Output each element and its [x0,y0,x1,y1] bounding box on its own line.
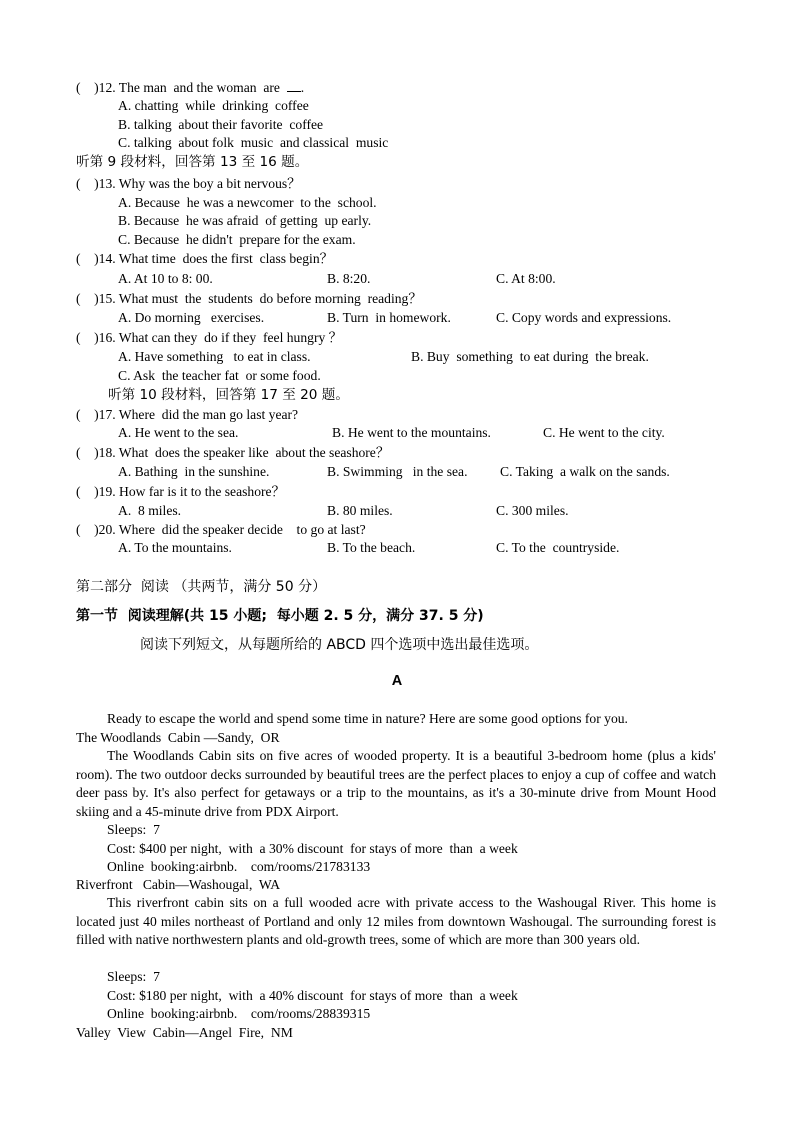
q16-option-b: B. Buy something to eat during the break. [411,349,649,364]
q18-option-c: C. Taking a walk on the sands. [500,464,670,479]
q20-option-b: B. To the beach. [327,540,416,555]
q16-option-a: A. Have something to eat in class. [118,349,311,364]
q12-option-c: C. talking about folk music and classical music [118,135,389,150]
section-1-heading: 第一节 阅读理解(共 15 小题; 每小题 2. 5 分，满分 37. 5 分) [76,608,484,624]
cabin-1-sleeps: Sleeps: 7 [107,822,160,837]
q14-option-c: C. At 8:00. [496,271,556,286]
q19-option-b: B. 80 miles. [327,503,393,518]
q20-option-c: C. To the countryside. [496,540,620,555]
cabin-2-title: Riverfront Cabin—Washougal, WA [76,877,281,892]
q17-option-c: C. He went to the city. [543,425,665,440]
passage-letter: A [391,673,403,689]
cabin-1-title: The Woodlands Cabin —Sandy, OR [76,730,280,745]
q15-option-c: C. Copy words and expressions. [496,310,672,325]
cabin-3-title: Valley View Cabin—Angel Fire, NM [76,1025,293,1040]
question-16: ( )16. What can they do if they feel hungry ？ [76,330,343,345]
question-13: ( )13. Why was the boy a bit nervous？ [76,176,301,191]
q16-option-c: C. Ask the teacher fat or some food. [118,368,321,383]
question-19: ( )19. How far is it to the seashore？ [76,484,286,499]
q19-option-a: A. 8 miles. [118,503,182,518]
passage-intro: Ready to escape the world and spend some time in nature? Here are some good options for you. [107,711,628,726]
question-12: ( )12. The man and the woman are . [76,80,305,95]
q15-option-a: A. Do morning exercises. [118,310,265,325]
q19-option-c: C. 300 miles. [496,503,569,518]
question-15: ( )15. What must the students do before morning reading？ [76,291,422,306]
part-2-heading: 第二部分 阅读 （共两节，满分 50 分） [76,579,327,595]
question-18: ( )18. What does the speaker like about the seashore？ [76,445,390,460]
q20-option-a: A. To the mountains. [118,540,232,555]
q12-option-a: A. chatting while drinking coffee [118,98,309,113]
cabin-1-booking: Online booking:airbnb. com/rooms/21783133 [107,859,371,874]
question-20: ( )20. Where did the speaker decide to go at last? [76,522,366,537]
cabin-2-sleeps: Sleeps: 7 [107,969,160,984]
section-9-heading: 听第 9 段材料，回答第 13 至 16 题。 [76,154,309,170]
answer-blank [287,80,301,92]
q17-option-a: A. He went to the sea. [118,425,239,440]
reading-instruction: 阅读下列短文，从每题所给的 ABCD 四个选项中选出最佳选项。 [140,637,539,653]
q18-option-b: B. Swimming in the sea. [327,464,468,479]
cabin-2-booking: Online booking:airbnb. com/rooms/28839315 [107,1006,371,1021]
q13-option-b: B. Because he was afraid of getting up early. [118,213,372,228]
q14-option-a: A. At 10 to 8: 00. [118,271,213,286]
question-17: ( )17. Where did the man go last year? [76,407,299,422]
section-10-heading: 听第 10 段材料，回答第 17 至 20 题。 [108,387,349,403]
cabin-1-cost: Cost: $400 per night, with a 30% discount for stays of more than a week [107,841,518,856]
question-14: ( )14. What time does the first class begin？ [76,251,334,266]
cabin-2-cost: Cost: $180 per night, with a 40% discount for stays of more than a week [107,988,518,1003]
q15-option-b: B. Turn in homework. [327,310,451,325]
q13-option-c: C. Because he didn't prepare for the exam. [118,232,356,247]
q17-option-b: B. He went to the mountains. [332,425,491,440]
q13-option-a: A. Because he was a newcomer to the school. [118,195,377,210]
q18-option-a: A. Bathing in the sunshine. [118,464,270,479]
q12-option-b: B. talking about their favorite coffee [118,117,324,132]
cabin-2-description: This riverfront cabin sits on a full wooded acre with private access to the Washougal River. This home is located just 40 miles northeast of Portland and only 12 miles from downtown Washougal. The surrounding forest is filled with native northwestern plants and old-growth trees, some of which are more than 300 years old. [76,895,716,948]
q14-option-b: B. 8:20. [327,271,371,286]
cabin-1-description: The Woodlands Cabin sits on five acres of wooded property. It is a beautiful 3-bedroom home (plus a kids' room). The two outdoor decks surrounded by beautiful trees are the perfect places to enjoy a cup of coffee and watch deer pass by. It's also perfect for getaways or a trip to the mountains, as it's a 30-minute drive from Mount Hood skiing and a 45-minute drive from PDX Airport. [76,748,716,819]
